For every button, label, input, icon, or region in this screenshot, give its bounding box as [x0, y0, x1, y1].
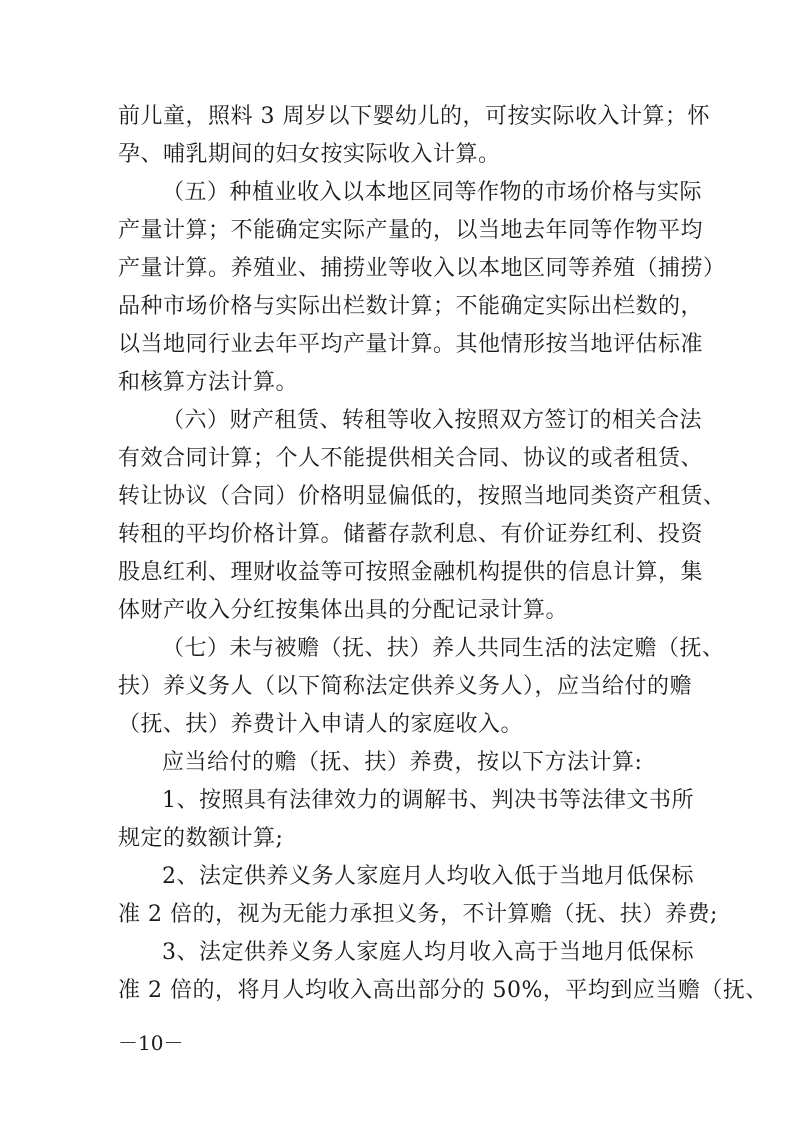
text-line: 转让协议（合同）价格明显偏低的，按照当地同类资产租赁、: [118, 484, 726, 509]
text-line: 准 2 倍的，将月人均收入高出部分的 50%，平均到应当赡（抚、: [118, 978, 768, 1003]
text-line: 扶）养义务人（以下简称法定供养义务人），应当给付的赡: [118, 674, 693, 699]
text-line: 应当给付的赡（抚、扶）养费，按以下方法计算:: [162, 750, 643, 775]
text-line: 产量计算。养殖业、捕捞业等收入以本地区同等养殖（捕捞）: [118, 256, 726, 281]
text-line: 前儿童，照料 3 周岁以下婴幼儿的，可按实际收入计算；怀: [118, 104, 710, 129]
text-line: 品种市场价格与实际出栏数计算；不能确定实际出栏数的，: [118, 294, 704, 319]
text-line: 以当地同行业去年平均产量计算。其他情形按当地评估标准: [118, 332, 704, 357]
text-line: 2、法定供养义务人家庭月人均收入低于当地月低保标: [162, 864, 694, 889]
text-line: （七）未与被赡（抚、扶）养人共同生活的法定赡（抚、: [162, 636, 725, 661]
text-line: 1、按照具有法律效力的调解书、判决书等法律文书所: [162, 788, 694, 813]
text-line: 有效合同计算；个人不能提供相关合同、协议的或者租赁、: [118, 446, 704, 471]
text-line: （抚、扶）养费计入申请人的家庭收入。: [118, 712, 524, 737]
text-line: （六）财产租赁、转租等收入按照双方签订的相关合法: [162, 408, 703, 433]
text-line: 产量计算；不能确定实际产量的，以当地去年同等作物平均: [118, 218, 704, 243]
text-line: 准 2 倍的，视为无能力承担义务，不计算赡（抚、扶）养费;: [118, 902, 718, 927]
text-line: 体财产收入分红按集体出具的分配记录计算。: [118, 598, 569, 623]
text-line: 和核算方法计算。: [118, 370, 299, 395]
text-line: 规定的数额计算;: [118, 826, 284, 851]
text-line: 3、法定供养义务人家庭人均月收入高于当地月低保标: [162, 940, 694, 965]
text-line: （五）种植业收入以本地区同等作物的市场价格与实际: [162, 180, 703, 205]
text-line: 股息红利、理财收益等可按照金融机构提供的信息计算，集: [118, 560, 704, 585]
page-number: －10－: [118, 1031, 184, 1055]
body-text: [118, 98, 768, 1010]
text-line: 转租的平均价格计算。储蓄存款利息、有价证券红利、投资: [118, 522, 704, 547]
text-line: 孕、哺乳期间的妇女按实际收入计算。: [118, 142, 501, 167]
